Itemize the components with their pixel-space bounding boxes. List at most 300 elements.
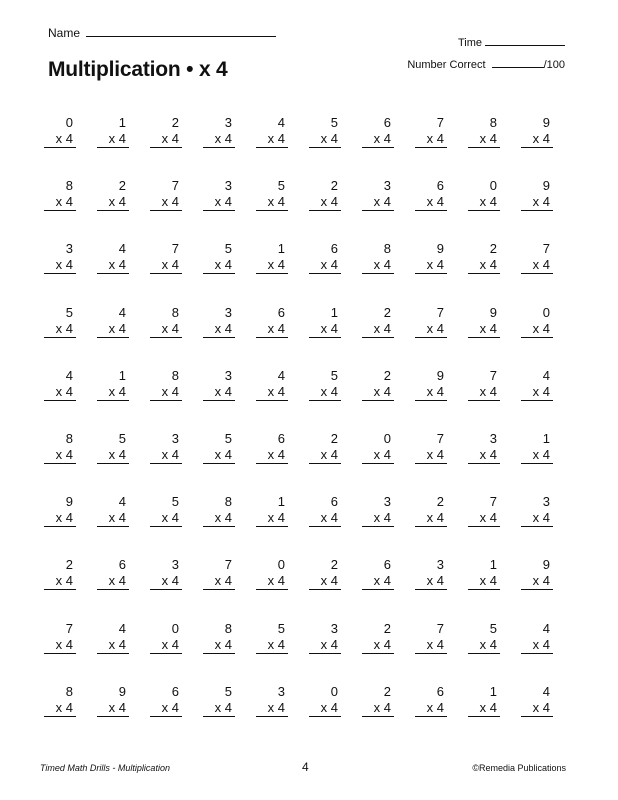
problem-multiplier: x 4 bbox=[97, 447, 129, 464]
problem-factor: 9 bbox=[542, 115, 550, 130]
problem-multiplier: x 4 bbox=[521, 321, 553, 338]
problem-multiplier: x 4 bbox=[415, 384, 447, 401]
problem-factor: 4 bbox=[118, 494, 126, 510]
problem-factor: 2 bbox=[65, 557, 73, 573]
problem-factor: 6 bbox=[330, 494, 338, 510]
problem-factor: 4 bbox=[542, 683, 550, 699]
problem-factor: 6 bbox=[383, 115, 391, 130]
problem-multiplier: x 4 bbox=[415, 257, 447, 274]
problem bbox=[468, 431, 500, 494]
problem-multiplier: x 4 bbox=[97, 257, 129, 274]
problem-factor: 5 bbox=[65, 304, 73, 320]
problem-factor: 7 bbox=[489, 494, 497, 510]
problem bbox=[150, 305, 182, 368]
problem bbox=[468, 305, 500, 368]
problem-multiplier: x 4 bbox=[256, 573, 288, 590]
problem bbox=[521, 241, 553, 304]
problem bbox=[44, 621, 76, 684]
problem-multiplier: x 4 bbox=[362, 447, 394, 464]
problem bbox=[256, 115, 288, 178]
problem bbox=[150, 621, 182, 684]
problem bbox=[415, 368, 447, 431]
problem-factor: 4 bbox=[118, 241, 126, 257]
problem-factor: 3 bbox=[277, 683, 285, 699]
number-correct-label: Number Correct bbox=[407, 59, 486, 71]
problem-factor: 4 bbox=[277, 367, 285, 383]
problem-multiplier: x 4 bbox=[256, 510, 288, 527]
problem-multiplier: x 4 bbox=[203, 447, 235, 464]
problem-multiplier: x 4 bbox=[256, 257, 288, 274]
problem-multiplier: x 4 bbox=[362, 257, 394, 274]
problem bbox=[203, 241, 235, 304]
problem-factor: 9 bbox=[542, 178, 550, 194]
problem-factor: 1 bbox=[118, 115, 126, 130]
problem-multiplier: x 4 bbox=[521, 573, 553, 590]
problem bbox=[256, 431, 288, 494]
problem-factor: 2 bbox=[118, 178, 126, 194]
problem-factor: 5 bbox=[277, 178, 285, 194]
problem-multiplier: x 4 bbox=[309, 321, 341, 338]
problem-multiplier: x 4 bbox=[521, 384, 553, 401]
problem-multiplier: x 4 bbox=[309, 700, 341, 717]
name-answer-line[interactable] bbox=[86, 26, 276, 37]
problem-factor: 6 bbox=[171, 683, 179, 699]
problem-factor: 7 bbox=[224, 557, 232, 573]
problem-factor: 4 bbox=[277, 115, 285, 130]
problem bbox=[44, 684, 76, 747]
problem-factor: 0 bbox=[542, 304, 550, 320]
problem-multiplier: x 4 bbox=[150, 700, 182, 717]
problem bbox=[415, 241, 447, 304]
problem-multiplier: x 4 bbox=[203, 257, 235, 274]
problem-factor: 5 bbox=[118, 430, 126, 446]
publisher-credit: ©Remedia Publications bbox=[472, 763, 566, 773]
problem-multiplier: x 4 bbox=[203, 510, 235, 527]
problem-multiplier: x 4 bbox=[150, 573, 182, 590]
problem-factor: 8 bbox=[65, 178, 73, 194]
problem-multiplier: x 4 bbox=[150, 321, 182, 338]
problem-factor: 9 bbox=[118, 683, 126, 699]
problem bbox=[468, 115, 500, 178]
problem-multiplier: x 4 bbox=[521, 194, 553, 211]
problem bbox=[309, 241, 341, 304]
problem bbox=[150, 241, 182, 304]
problem bbox=[309, 494, 341, 557]
problem bbox=[256, 494, 288, 557]
problem-multiplier: x 4 bbox=[521, 510, 553, 527]
problem-factor: 5 bbox=[330, 367, 338, 383]
problem bbox=[309, 621, 341, 684]
problem-factor: 2 bbox=[330, 430, 338, 446]
problem bbox=[362, 621, 394, 684]
problem-multiplier: x 4 bbox=[256, 321, 288, 338]
problem-multiplier: x 4 bbox=[203, 131, 235, 148]
problem-multiplier: x 4 bbox=[203, 700, 235, 717]
problem-multiplier: x 4 bbox=[256, 700, 288, 717]
problem-factor: 0 bbox=[330, 683, 338, 699]
problem bbox=[97, 557, 129, 620]
problem-multiplier: x 4 bbox=[97, 384, 129, 401]
problem bbox=[44, 178, 76, 241]
problem-factor: 5 bbox=[224, 241, 232, 257]
problem bbox=[362, 241, 394, 304]
problem-factor: 4 bbox=[118, 620, 126, 636]
problem-factor: 7 bbox=[171, 241, 179, 257]
problem-factor: 6 bbox=[277, 304, 285, 320]
footer-title: Timed Math Drills - Multiplication bbox=[40, 763, 170, 773]
time-answer-line[interactable] bbox=[485, 36, 565, 46]
problem-factor: 7 bbox=[436, 430, 444, 446]
problem-factor: 0 bbox=[171, 620, 179, 636]
problem-multiplier: x 4 bbox=[256, 447, 288, 464]
problem-multiplier: x 4 bbox=[362, 573, 394, 590]
problem bbox=[309, 557, 341, 620]
problem-row bbox=[44, 557, 574, 620]
problem-factor: 9 bbox=[542, 557, 550, 573]
problem bbox=[150, 557, 182, 620]
problem-multiplier: x 4 bbox=[150, 131, 182, 148]
problem-row bbox=[44, 431, 574, 494]
problem-factor: 4 bbox=[65, 367, 73, 383]
problem-multiplier: x 4 bbox=[468, 384, 500, 401]
problem bbox=[150, 368, 182, 431]
problem bbox=[309, 368, 341, 431]
problem bbox=[256, 178, 288, 241]
problem-multiplier: x 4 bbox=[415, 447, 447, 464]
problem-factor: 2 bbox=[383, 304, 391, 320]
problem-multiplier: x 4 bbox=[97, 510, 129, 527]
problem-factor: 6 bbox=[277, 430, 285, 446]
problem-multiplier: x 4 bbox=[521, 700, 553, 717]
problem-factor: 3 bbox=[224, 304, 232, 320]
problem bbox=[44, 431, 76, 494]
problem-factor: 2 bbox=[171, 115, 179, 130]
problem bbox=[203, 684, 235, 747]
problem bbox=[256, 557, 288, 620]
problem bbox=[44, 115, 76, 178]
problem-row bbox=[44, 684, 574, 747]
problem-factor: 1 bbox=[542, 430, 550, 446]
problem-factor: 3 bbox=[171, 557, 179, 573]
problem bbox=[362, 431, 394, 494]
problem-multiplier: x 4 bbox=[362, 131, 394, 148]
problem-multiplier: x 4 bbox=[150, 257, 182, 274]
problem-factor: 5 bbox=[330, 115, 338, 130]
problem-factor: 8 bbox=[65, 430, 73, 446]
problem-multiplier: x 4 bbox=[362, 637, 394, 654]
problem-multiplier: x 4 bbox=[97, 573, 129, 590]
problem bbox=[256, 305, 288, 368]
problem-multiplier: x 4 bbox=[309, 194, 341, 211]
problem bbox=[468, 684, 500, 747]
problem bbox=[521, 178, 553, 241]
problem-multiplier: x 4 bbox=[415, 700, 447, 717]
problem bbox=[44, 557, 76, 620]
problem bbox=[415, 557, 447, 620]
problem-multiplier: x 4 bbox=[415, 637, 447, 654]
problem-multiplier: x 4 bbox=[362, 321, 394, 338]
problem-multiplier: x 4 bbox=[468, 194, 500, 211]
problem-multiplier: x 4 bbox=[44, 131, 76, 148]
problem bbox=[468, 621, 500, 684]
problem-multiplier: x 4 bbox=[468, 447, 500, 464]
problem-factor: 7 bbox=[436, 115, 444, 130]
problem-factor: 7 bbox=[171, 178, 179, 194]
problem bbox=[309, 115, 341, 178]
problem-factor: 9 bbox=[489, 304, 497, 320]
problem-row bbox=[44, 621, 574, 684]
problem bbox=[44, 305, 76, 368]
problem bbox=[97, 115, 129, 178]
problem-multiplier: x 4 bbox=[256, 384, 288, 401]
problem bbox=[203, 368, 235, 431]
problem bbox=[203, 305, 235, 368]
problem-multiplier: x 4 bbox=[468, 573, 500, 590]
problem bbox=[150, 115, 182, 178]
problem bbox=[97, 241, 129, 304]
problem-factor: 5 bbox=[489, 620, 497, 636]
problem-factor: 3 bbox=[383, 178, 391, 194]
problem-factor: 6 bbox=[383, 557, 391, 573]
problem bbox=[468, 241, 500, 304]
problem-factor: 8 bbox=[224, 494, 232, 510]
problem-multiplier: x 4 bbox=[309, 510, 341, 527]
problem-factor: 7 bbox=[65, 620, 73, 636]
problem-multiplier: x 4 bbox=[309, 637, 341, 654]
problem-factor: 0 bbox=[489, 178, 497, 194]
problem-factor: 8 bbox=[489, 115, 497, 130]
problem bbox=[203, 115, 235, 178]
problem-multiplier: x 4 bbox=[97, 700, 129, 717]
problem-multiplier: x 4 bbox=[309, 257, 341, 274]
problem-multiplier: x 4 bbox=[150, 510, 182, 527]
problem-factor: 1 bbox=[489, 683, 497, 699]
problem bbox=[415, 684, 447, 747]
problem bbox=[256, 368, 288, 431]
problem-multiplier: x 4 bbox=[203, 321, 235, 338]
number-correct-total: /100 bbox=[543, 59, 565, 71]
problem-factor: 8 bbox=[171, 367, 179, 383]
problem-factor: 7 bbox=[436, 304, 444, 320]
problem bbox=[97, 178, 129, 241]
problem-factor: 6 bbox=[436, 178, 444, 194]
problem-multiplier: x 4 bbox=[203, 384, 235, 401]
problem-factor: 2 bbox=[330, 557, 338, 573]
problem-multiplier: x 4 bbox=[468, 321, 500, 338]
problem bbox=[203, 431, 235, 494]
problem-multiplier: x 4 bbox=[44, 384, 76, 401]
problem bbox=[362, 684, 394, 747]
problem bbox=[203, 494, 235, 557]
problem-multiplier: x 4 bbox=[362, 510, 394, 527]
problem bbox=[362, 557, 394, 620]
problem bbox=[521, 557, 553, 620]
problem bbox=[203, 557, 235, 620]
problem bbox=[309, 178, 341, 241]
problem bbox=[521, 494, 553, 557]
problem bbox=[150, 684, 182, 747]
problem-factor: 3 bbox=[436, 557, 444, 573]
problem-multiplier: x 4 bbox=[44, 573, 76, 590]
problem-factor: 3 bbox=[383, 494, 391, 510]
problem-multiplier: x 4 bbox=[150, 637, 182, 654]
problem bbox=[415, 431, 447, 494]
problem-factor: 1 bbox=[277, 494, 285, 510]
problem-multiplier: x 4 bbox=[203, 573, 235, 590]
problem bbox=[415, 305, 447, 368]
problem bbox=[150, 431, 182, 494]
problem-factor: 6 bbox=[330, 241, 338, 257]
problem-factor: 9 bbox=[436, 241, 444, 257]
problem-multiplier: x 4 bbox=[256, 194, 288, 211]
problem-factor: 8 bbox=[224, 620, 232, 636]
problem bbox=[44, 241, 76, 304]
problem bbox=[415, 115, 447, 178]
problem-multiplier: x 4 bbox=[468, 257, 500, 274]
page-title: Multiplication • x 4 bbox=[48, 58, 228, 81]
problem-multiplier: x 4 bbox=[150, 384, 182, 401]
problem bbox=[521, 684, 553, 747]
problem-multiplier: x 4 bbox=[415, 510, 447, 527]
problem-factor: 2 bbox=[383, 367, 391, 383]
time-label: Time bbox=[457, 37, 482, 49]
problem-factor: 3 bbox=[171, 430, 179, 446]
problem bbox=[468, 557, 500, 620]
problem-factor: 5 bbox=[277, 620, 285, 636]
problem-row bbox=[44, 494, 574, 557]
problem-factor: 3 bbox=[224, 367, 232, 383]
problem-factor: 3 bbox=[330, 620, 338, 636]
problem-multiplier: x 4 bbox=[44, 700, 76, 717]
problem-factor: 2 bbox=[436, 494, 444, 510]
problem bbox=[521, 368, 553, 431]
problem-factor: 0 bbox=[383, 430, 391, 446]
number-correct-answer-line[interactable] bbox=[492, 58, 544, 68]
problem bbox=[468, 178, 500, 241]
name-field bbox=[48, 26, 276, 40]
problem-row bbox=[44, 368, 574, 431]
problem-factor: 1 bbox=[277, 241, 285, 257]
problem-factor: 0 bbox=[65, 115, 73, 130]
problem bbox=[415, 178, 447, 241]
problem bbox=[309, 684, 341, 747]
problem bbox=[256, 241, 288, 304]
problem-multiplier: x 4 bbox=[415, 573, 447, 590]
problem-factor: 5 bbox=[224, 430, 232, 446]
problem bbox=[362, 368, 394, 431]
problem-factor: 9 bbox=[436, 367, 444, 383]
problem-factor: 9 bbox=[65, 494, 73, 510]
problem-factor: 2 bbox=[489, 241, 497, 257]
problem-multiplier: x 4 bbox=[150, 447, 182, 464]
page-number: 4 bbox=[302, 760, 309, 774]
problem-multiplier: x 4 bbox=[97, 194, 129, 211]
problem-multiplier: x 4 bbox=[256, 637, 288, 654]
problem bbox=[468, 368, 500, 431]
problem bbox=[150, 494, 182, 557]
problem bbox=[362, 178, 394, 241]
problem-factor: 4 bbox=[118, 304, 126, 320]
problem-multiplier: x 4 bbox=[521, 637, 553, 654]
problem-factor: 7 bbox=[436, 620, 444, 636]
problem-factor: 1 bbox=[330, 304, 338, 320]
problem bbox=[97, 494, 129, 557]
problem-multiplier: x 4 bbox=[44, 194, 76, 211]
problem-multiplier: x 4 bbox=[362, 384, 394, 401]
problem bbox=[521, 305, 553, 368]
problem-factor: 4 bbox=[542, 620, 550, 636]
number-correct-field bbox=[407, 58, 565, 71]
problem-multiplier: x 4 bbox=[468, 700, 500, 717]
problem-multiplier: x 4 bbox=[97, 637, 129, 654]
problem-multiplier: x 4 bbox=[309, 384, 341, 401]
problem-multiplier: x 4 bbox=[203, 637, 235, 654]
problem bbox=[415, 494, 447, 557]
problem-multiplier: x 4 bbox=[309, 131, 341, 148]
problem-multiplier: x 4 bbox=[44, 321, 76, 338]
problem bbox=[97, 621, 129, 684]
problem-factor: 3 bbox=[542, 494, 550, 510]
problem-multiplier: x 4 bbox=[362, 194, 394, 211]
problem-row bbox=[44, 178, 574, 241]
problem-multiplier: x 4 bbox=[44, 257, 76, 274]
problem-multiplier: x 4 bbox=[97, 131, 129, 148]
problem-multiplier: x 4 bbox=[468, 510, 500, 527]
problem-multiplier: x 4 bbox=[521, 131, 553, 148]
problem bbox=[521, 621, 553, 684]
name-label: Name bbox=[48, 26, 81, 40]
problem-multiplier: x 4 bbox=[415, 321, 447, 338]
problem-multiplier: x 4 bbox=[44, 637, 76, 654]
problem-multiplier: x 4 bbox=[44, 447, 76, 464]
problem-factor: 3 bbox=[224, 115, 232, 130]
problem bbox=[362, 115, 394, 178]
problem-multiplier: x 4 bbox=[309, 447, 341, 464]
problem-multiplier: x 4 bbox=[521, 447, 553, 464]
problem-factor: 7 bbox=[489, 367, 497, 383]
problem bbox=[97, 305, 129, 368]
problem bbox=[150, 178, 182, 241]
time-field bbox=[458, 36, 565, 49]
problem-multiplier: x 4 bbox=[362, 700, 394, 717]
problem-multiplier: x 4 bbox=[256, 131, 288, 148]
problem-multiplier: x 4 bbox=[468, 131, 500, 148]
problem-factor: 6 bbox=[118, 557, 126, 573]
problem bbox=[468, 494, 500, 557]
problem-factor: 8 bbox=[65, 683, 73, 699]
problem-multiplier: x 4 bbox=[415, 131, 447, 148]
problem bbox=[362, 494, 394, 557]
problem-factor: 2 bbox=[383, 683, 391, 699]
problem-grid bbox=[44, 115, 574, 747]
problem bbox=[97, 431, 129, 494]
problem-factor: 3 bbox=[489, 430, 497, 446]
problem-factor: 7 bbox=[542, 241, 550, 257]
problem-factor: 4 bbox=[542, 367, 550, 383]
problem-factor: 8 bbox=[383, 241, 391, 257]
problem-factor: 5 bbox=[171, 494, 179, 510]
problem bbox=[97, 684, 129, 747]
problem-multiplier: x 4 bbox=[309, 573, 341, 590]
problem-factor: 0 bbox=[277, 557, 285, 573]
problem bbox=[309, 431, 341, 494]
problem-multiplier: x 4 bbox=[44, 510, 76, 527]
problem bbox=[362, 305, 394, 368]
problem-multiplier: x 4 bbox=[521, 257, 553, 274]
problem bbox=[97, 368, 129, 431]
problem-factor: 3 bbox=[224, 178, 232, 194]
problem bbox=[44, 368, 76, 431]
